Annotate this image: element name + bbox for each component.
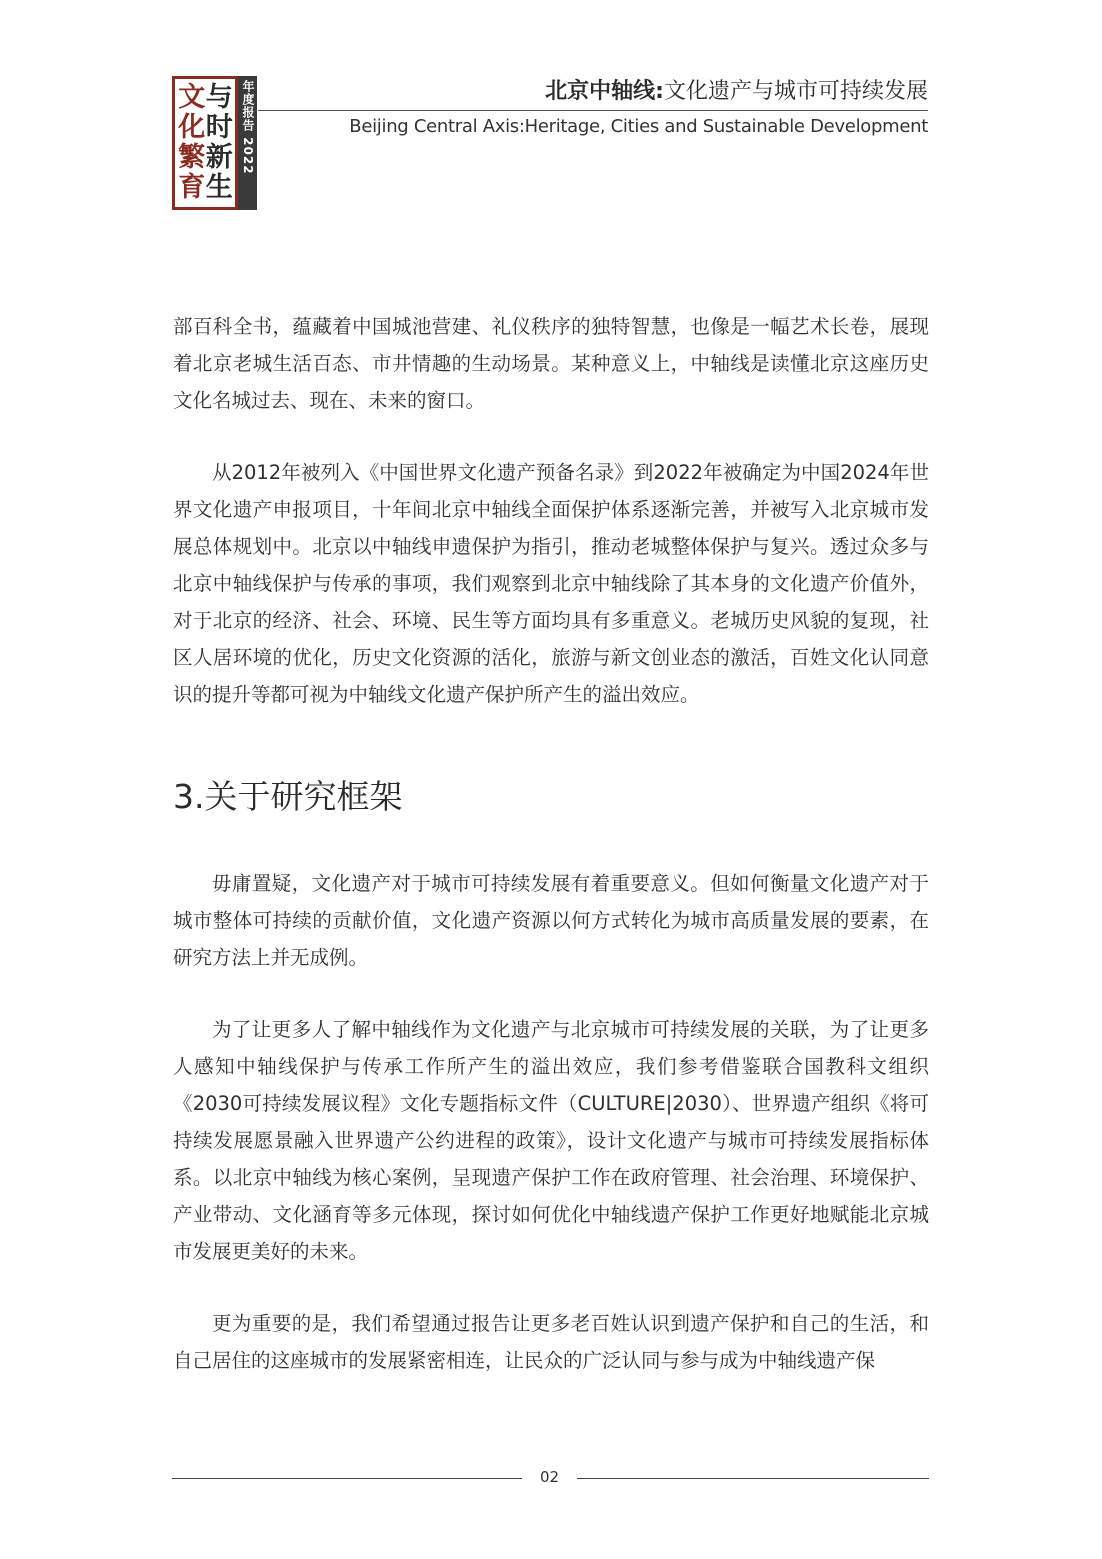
- logo-char: 时: [205, 112, 233, 143]
- page-body: [173, 308, 929, 1379]
- running-header-subtitle: Beijing Central Axis:Heritage, Cities and Sustainable Development: [349, 116, 928, 137]
- logo-char: 繁: [178, 142, 206, 173]
- logo-side-text: 年度报告 2022: [241, 80, 255, 175]
- paragraph: 更为重要的是，我们希望通过报告让更多老百姓认识到遗产保护和自己的生活，和自己居住的这座城市的发展紧密相连，让民众的广泛认同与参与成为中轴线遗产保: [173, 1312, 929, 1372]
- header-title-rest: 文化遗产与城市可持续发展: [663, 79, 928, 104]
- footer-rule-right: [577, 1478, 929, 1479]
- header-title-bold: 北京中轴线:: [545, 79, 664, 104]
- logo-char: 生: [205, 172, 233, 203]
- page-number: 02: [539, 1468, 560, 1486]
- paragraph: 部百科全书，蕴藏着中国城池营建、礼仪秩序的独特智慧，也像是一幅艺术长卷，展现着北京老城生活百态、市井情趣的生动场景。某种意义上，中轴线是读懂北京这座历史文化名城过去、现在、未来的窗口。: [173, 315, 929, 412]
- logo-side-bar: [238, 76, 257, 210]
- logo-char: 化: [178, 112, 206, 143]
- paragraph: 从2012年被列入《中国世界文化遗产预备名录》到2022年被确定为中国2024年世界文化遗产申报项目，十年间北京中轴线全面保护体系逐渐完善，并被写入北京城市发展总体规划中。北京以中轴线申遗保护为指引，推动老城整体保护与复兴。透过众多与北京中轴线保护与传承的事项，我们观察到北京中轴线除了其本身的文化遗产价值外，对于北京的经济、社会、环境、民生等方面均具有多重意义。老城历史风貌的复现，社区人居环境的优化，历史文化资源的活化，旅游与新文创业态的激活，百姓文化认同意识的提升等都可视为中轴线文化遗产保护所产生的溢出效应。: [173, 461, 929, 706]
- logo-character-box: [172, 76, 238, 210]
- logo-char: 文: [178, 82, 206, 113]
- logo-char: 与: [205, 82, 233, 113]
- footer-rule-left: [172, 1478, 522, 1479]
- paragraph: 毋庸置疑，文化遗产对于城市可持续发展有着重要意义。但如何衡量文化遗产对于城市整体可持续的贡献价值，文化遗产资源以何方式转化为城市高质量发展的要素，在研究方法上并无成例。: [173, 872, 929, 969]
- section-heading: 3.关于研究框架: [173, 777, 403, 816]
- report-logo: [172, 76, 256, 210]
- running-header-title: [545, 74, 928, 105]
- paragraph: 为了让更多人了解中轴线作为文化遗产与北京城市可持续发展的关联，为了让更多人感知中轴线保护与传承工作所产生的溢出效应，我们参考借鉴联合国教科文组织《2030可持续发展议程》文化专题指标文件（CULTURE|2030）、世界遗产组织《将可持续发展愿景融入世界遗产公约进程的政策》，设计文化遗产与城市可持续发展指标体系。以北京中轴线为核心案例，呈现遗产保护工作在政府管理、社会治理、环境保护、产业带动、文化涵育等多元体现，探讨如何优化中轴线遗产保护工作更好地赋能北京城市发展更美好的未来。: [173, 1018, 929, 1263]
- header-divider: [258, 110, 928, 111]
- logo-char: 新: [205, 142, 233, 173]
- logo-char: 育: [178, 172, 206, 203]
